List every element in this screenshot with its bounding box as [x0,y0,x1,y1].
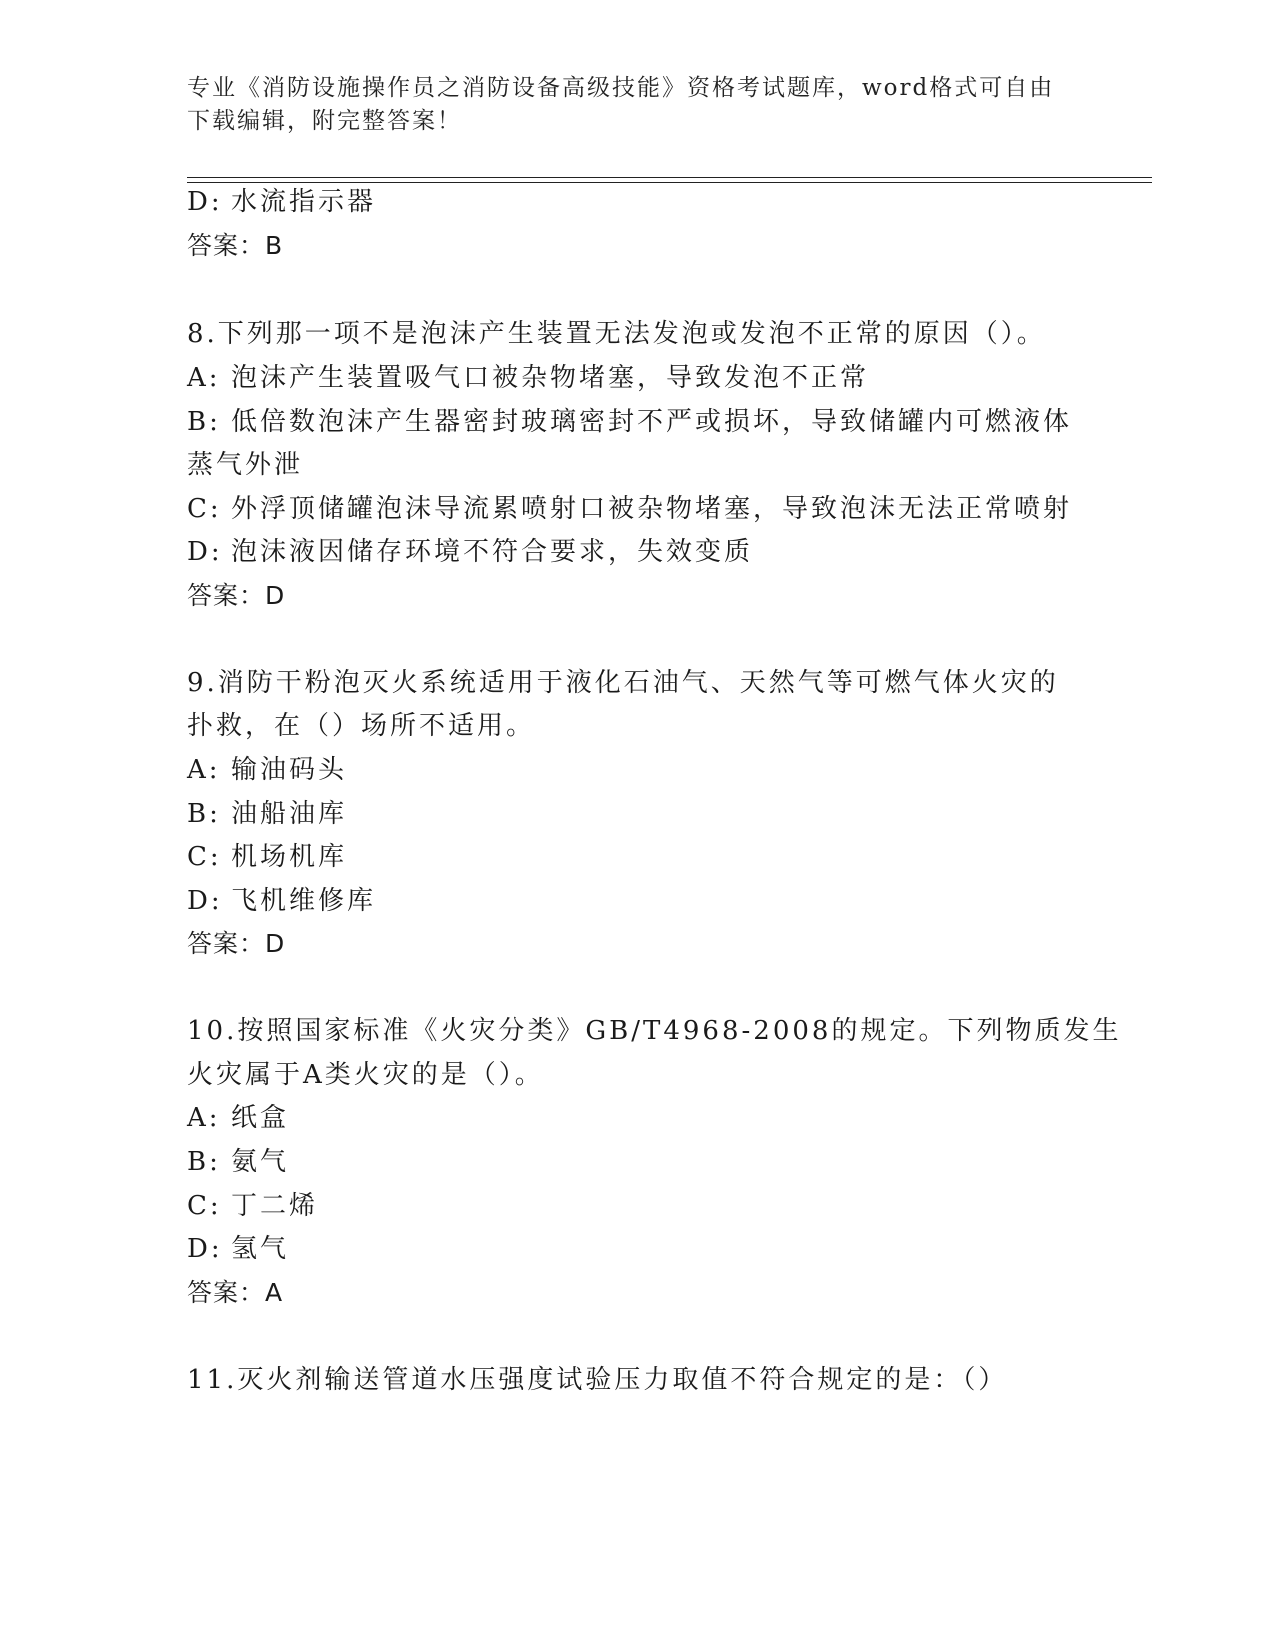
q9-stem-continued: 扑救，在（）场所不适用。 [187,711,536,741]
option-key: D: [187,1234,223,1264]
option-key: D: [187,187,223,217]
option-text: 氢气 [231,1234,290,1264]
q10-option-d [187,1233,289,1265]
option-text: 水流指示器 [231,187,377,217]
q10-option-a [187,1102,289,1134]
option-key: B: [187,1147,221,1177]
option-text: 输油码头 [231,755,348,785]
option-key: A: [187,1103,221,1133]
q7-option-d [187,186,376,218]
option-key: D: [187,537,223,567]
q8-option-b-continued: 蒸气外泄 [187,450,304,480]
q8-option-b [187,406,1072,438]
option-text: 丁二烯 [231,1191,319,1221]
q8-answer: 答案：D [187,581,286,610]
option-key: A: [187,363,221,393]
option-text: 油船油库 [231,799,348,829]
q9-answer: 答案：D [187,929,286,958]
q9-stem: 9.消防干粉泡灭火系统适用于液化石油气、天然气等可燃气体火灾的 [187,668,1059,698]
q8-option-c [187,493,1072,525]
option-key: C: [187,1191,222,1221]
q8-stem: 8.下列那一项不是泡沫产生装置无法发泡或发泡不正常的原因（）。 [187,319,1046,349]
q9-option-d [187,885,376,917]
option-text: 低倍数泡沫产生器密封玻璃密封不严或损坏，导致储罐内可燃液体 [231,407,1073,437]
q10-option-b [187,1146,289,1178]
q8-option-a [187,362,869,394]
option-text: 泡沫产生装置吸气口被杂物堵塞，导致发泡不正常 [231,363,870,393]
q10-option-c [187,1190,318,1222]
header-rule-top [187,177,1152,178]
document-header: 专业《消防设施操作员之消防设备高级技能》资格考试题库，word格式可自由下载编辑，附完整答案！ [187,75,1055,134]
option-key: B: [187,407,221,437]
q10-stem: 10.按照国家标准《火灾分类》GB/T4968-2008的规定。下列物质发生 [187,1016,1122,1046]
option-text: 泡沫液因储存环境不符合要求，失效变质 [231,537,754,567]
header-rule-bottom [187,182,1152,183]
option-key: A: [187,755,221,785]
q9-option-b [187,798,347,830]
q8-option-d [187,536,753,568]
option-key: C: [187,494,222,524]
option-key: B: [187,799,221,829]
q10-stem-continued: 火灾属于A类火灾的是（）。 [187,1060,544,1090]
option-text: 纸盒 [231,1103,290,1133]
q7-answer: 答案：B [187,231,284,260]
q10-answer: 答案：A [187,1278,284,1307]
q9-option-a [187,754,347,786]
option-key: D: [187,886,223,916]
option-text: 机场机库 [231,842,348,872]
option-text: 外浮顶储罐泡沫导流累喷射口被杂物堵塞，导致泡沫无法正常喷射 [231,494,1073,524]
q9-option-c [187,841,347,873]
q11-stem: 11.灭火剂输送管道水压强度试验压力取值不符合规定的是：（） [187,1365,1008,1395]
option-text: 飞机维修库 [231,886,377,916]
option-text: 氨气 [231,1147,290,1177]
option-key: C: [187,842,222,872]
